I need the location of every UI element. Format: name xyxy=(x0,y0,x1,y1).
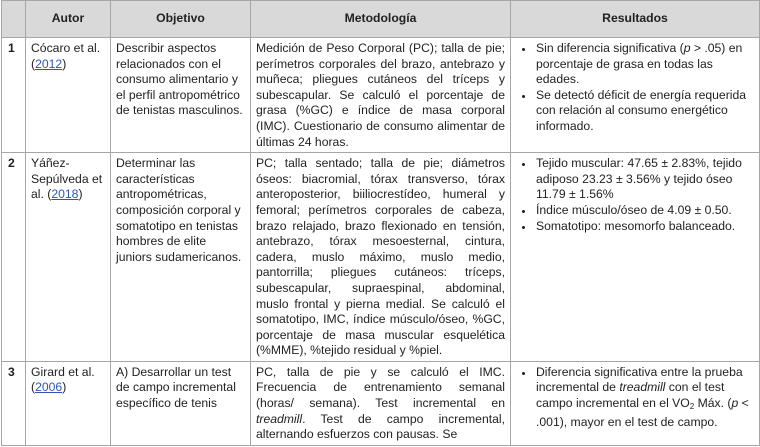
author-year-link[interactable]: 2012 xyxy=(35,56,63,71)
results-list xyxy=(516,156,754,234)
objective-cell: Determinar las características antropométricas, composición corporal y somatotipo en tenistas hombres de elite juniors sudamericanos. xyxy=(111,153,251,362)
author-year-link[interactable]: 2018 xyxy=(51,187,79,202)
table-row xyxy=(2,153,760,362)
header-resultados: Resultados xyxy=(511,1,760,38)
objective-cell: A) Desarrollar un test de campo incremental específico de tenis xyxy=(111,361,251,445)
header-objetivo: Objetivo xyxy=(111,1,251,38)
table-row xyxy=(2,38,760,153)
author-tail: ) xyxy=(62,380,67,395)
methodology-cell: Medición de Peso Corporal (PC); talla de pie; perímetros corporales del brazo, antebrazo y muñeca; pliegues cutáneos del tríceps y subescapular. Se calculó el porcentaje de grasa (%GC) e índice de masa corporal (IMC). Cuestionario de consumo alimentar de últimas 24 horas. xyxy=(251,38,511,153)
author-tail: ) xyxy=(62,56,67,71)
header-metodologia: Metodología xyxy=(251,1,511,38)
header-num xyxy=(2,1,26,38)
methodology-cell: PC, talla de pie y se calculó el IMC. Frecuencia de entrenamiento semanal (horas/ semana). Test incremental en treadmill. Test de campo incremental, alternando esfuerzos con pausas. Se xyxy=(251,361,511,445)
result-item: • Diferencia significativa entre la prueba incremental de treadmill con el test campo incremental en el $VO_2$ Máx. (p < .001), mayor en el test de campo. xyxy=(534,365,754,430)
results-list xyxy=(516,365,754,430)
objective-cell: Describir aspectos relacionados con el consumo alimentario y el perfil antropométrico de tenistas masculinos. xyxy=(111,38,251,153)
result-item: • Tejido muscular: 47.65 ± 2.83%, tejido adiposo 23.23 ± 3.56% y tejido óseo 11.79 ± 1.56% xyxy=(534,156,754,203)
row-number: 1 xyxy=(2,38,26,153)
methodology-cell: PC; talla sentado; talla de pie; diámetros óseos: biacromial, tórax transverso, tórax anteroposterior, biiliocrestídeo, humeral y femoral; perímetros corporales de cabeza, brazo relajado, brazo flexionado en tensión, antebrazo, tórax mesoesternal, cintura, cadera, muslo máximo, muslo medio, pantorrilla; pliegues cutáneos: tríceps, subescapular, supraespinal, abdominal, muslo frontal y pierna medial. Se calculó el somatotipo, IMC, índice músculo/óseo, %GC, porcentaje de masa muscular esquelética (%MME), %tejido residual y %piel. xyxy=(251,153,511,362)
header-autor: Autor xyxy=(26,1,111,38)
author-tail: ) xyxy=(78,187,83,202)
author-cell xyxy=(26,153,111,362)
author-cell xyxy=(26,361,111,445)
result-item: • Índice músculo/óseo de 4.09 ± 0.50. xyxy=(534,203,754,219)
result-item: • Somatotipo: mesomorfo balanceado. xyxy=(534,219,754,235)
studies-table xyxy=(1,0,760,446)
result-item: • Sin diferencia significativa (p > .05) en porcentaje de grasa en todas las edades. xyxy=(534,41,754,88)
results-cell xyxy=(511,38,760,153)
header-row xyxy=(2,1,760,38)
author-name: Girard et al. ( xyxy=(31,364,95,395)
author-cell xyxy=(26,38,111,153)
author-name: Yáñez-Sepúlveda et al. ( xyxy=(31,156,103,202)
table-row xyxy=(2,361,760,445)
results-cell xyxy=(511,153,760,362)
row-number: 3 xyxy=(2,361,26,445)
author-year-link[interactable]: 2006 xyxy=(35,380,63,395)
results-cell xyxy=(511,361,760,445)
result-item: • Se detectó déficit de energía requerida con relación al consumo energético informado. xyxy=(534,88,754,135)
author-name: Cócaro et al. ( xyxy=(31,41,101,71)
results-list xyxy=(516,41,754,135)
row-number: 2 xyxy=(2,153,26,362)
